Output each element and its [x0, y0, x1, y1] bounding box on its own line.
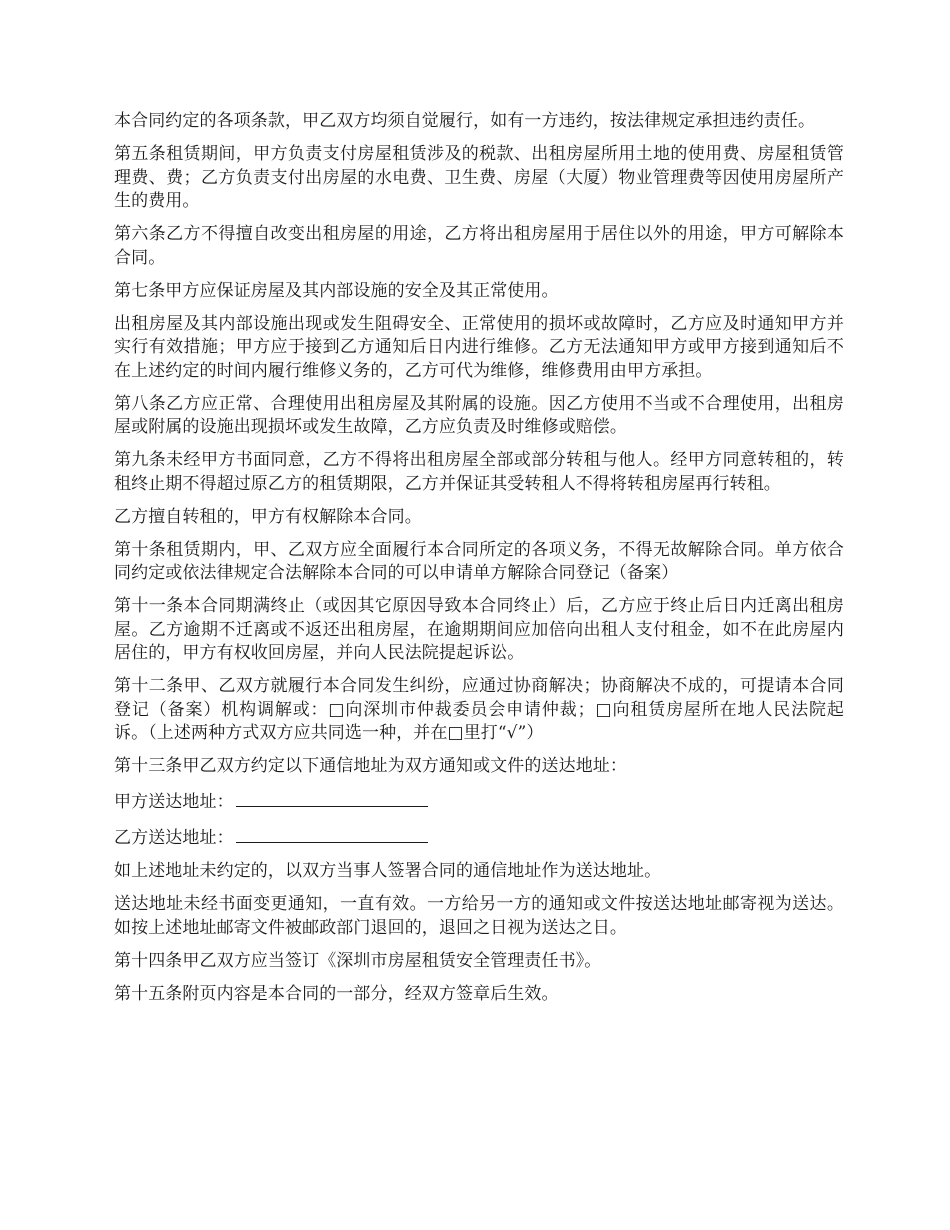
- paragraph-address-validity: 送达地址未经书面变更通知，一直有效。一方给另一方的通知或文件按送达地址邮寄视为送达。如按上述地址邮寄文件被邮政部门退回的，退回之日视为送达之日。: [114, 894, 844, 938]
- paragraph-sublet-termination: 乙方擅自转租的，甲方有权解除本合同。: [114, 506, 422, 527]
- paragraph-article-9: 第九条未经甲方书面同意，乙方不得将出租房屋全部或部分转租与他人。经甲方同意转租的，转租终止期不得超过原乙方的租赁期限，乙方并保证其受转租人不得将转租房屋再行转租。: [114, 450, 844, 494]
- paragraph-default-address: 如上述地址未约定的，以双方当事人签署合同的通信地址作为送达地址。: [114, 861, 662, 881]
- document-page: [114, 110, 844, 1016]
- paragraph-article-5: 第五条租赁期间，甲方负责支付房屋租赁涉及的税款、出租房屋所用土地的使用费、房屋租赁管理费、费；乙方负责支付出房屋的水电费、卫生费、房屋（大厦）物业管理费等因使用房屋所产生的费用。: [114, 144, 844, 211]
- paragraph-article-12: 第十二条甲、乙双方就履行本合同发生纠纷，应通过协商解决；协商解决不成的，可提请本合同登记（备案）机构调解或：□向深圳市仲裁委员会申请仲裁；□向租赁房屋所在地人民法院起诉。（上述两种方式双方应共同选一种，并在□里打“√”）: [114, 676, 844, 743]
- party-a-address-blank[interactable]: [236, 788, 428, 807]
- paragraph-breach-liability: 本合同约定的各项条款，甲乙双方均须自觉履行，如有一方违约，按法律规定承担违约责任。: [114, 111, 816, 131]
- paragraph-article-14: 第十四条甲乙双方应当签订《深圳市房屋租赁安全管理责任书》。: [114, 950, 602, 971]
- paragraph-article-15: 第十五条附页内容是本合同的一部分，经双方签章后生效。: [114, 983, 559, 1004]
- paragraph-maintenance: 出租房屋及其内部设施出现或发生阻碍安全、正常使用的损坏或故障时，乙方应及时通知甲方并实行有效措施；甲方应于接到乙方通知后日内进行维修。乙方无法通知甲方或甲方接到通知后不在上述约定的时间内履行维修义务的，乙方可代为维修，维修费用由甲方承担。: [114, 313, 844, 381]
- paragraph-article-8: 第八条乙方应正常、合理使用出租房屋及其附属的设施。因乙方使用不当或不合理使用，出租房屋或附属的设施出现损坏或发生故障，乙方应负责及时维修或赔偿。: [114, 393, 844, 437]
- paragraph-article-6: 第六条乙方不得擅自改变出租房屋的用途，乙方将出租房屋用于居住以外的用途，甲方可解除本合同。: [114, 224, 844, 268]
- party-b-address-field: [114, 824, 844, 851]
- party-b-address-blank[interactable]: [236, 824, 428, 843]
- paragraph-article-11: 第十一条本合同期满终止（或因其它原因导致本合同终止）后，乙方应于终止后日内迁离出租房屋。乙方逾期不迁离或不返还出租房屋，在逾期期间应加倍向出租人支付租金，如不在此房屋内居住的，甲方有权收回房屋，并向人民法院提起诉讼。: [114, 596, 844, 663]
- paragraph-article-7: 第七条甲方应保证房屋及其内部设施的安全及其正常使用。: [114, 280, 559, 301]
- party-b-address-label: 乙方送达地址：: [114, 828, 234, 848]
- party-a-address-label: 甲方送达地址：: [114, 792, 234, 812]
- paragraph-article-13: 第十三条甲乙双方约定以下通信地址为双方通知或文件的送达地址：: [114, 756, 627, 776]
- paragraph-article-10: 第十条租赁期内，甲、乙双方应全面履行本合同所定的各项义务，不得无故解除合同。单方依合同约定或依法律规定合法解除本合同的可以申请单方解除合同登记（备案）: [114, 539, 844, 583]
- party-a-address-field: [114, 788, 844, 815]
